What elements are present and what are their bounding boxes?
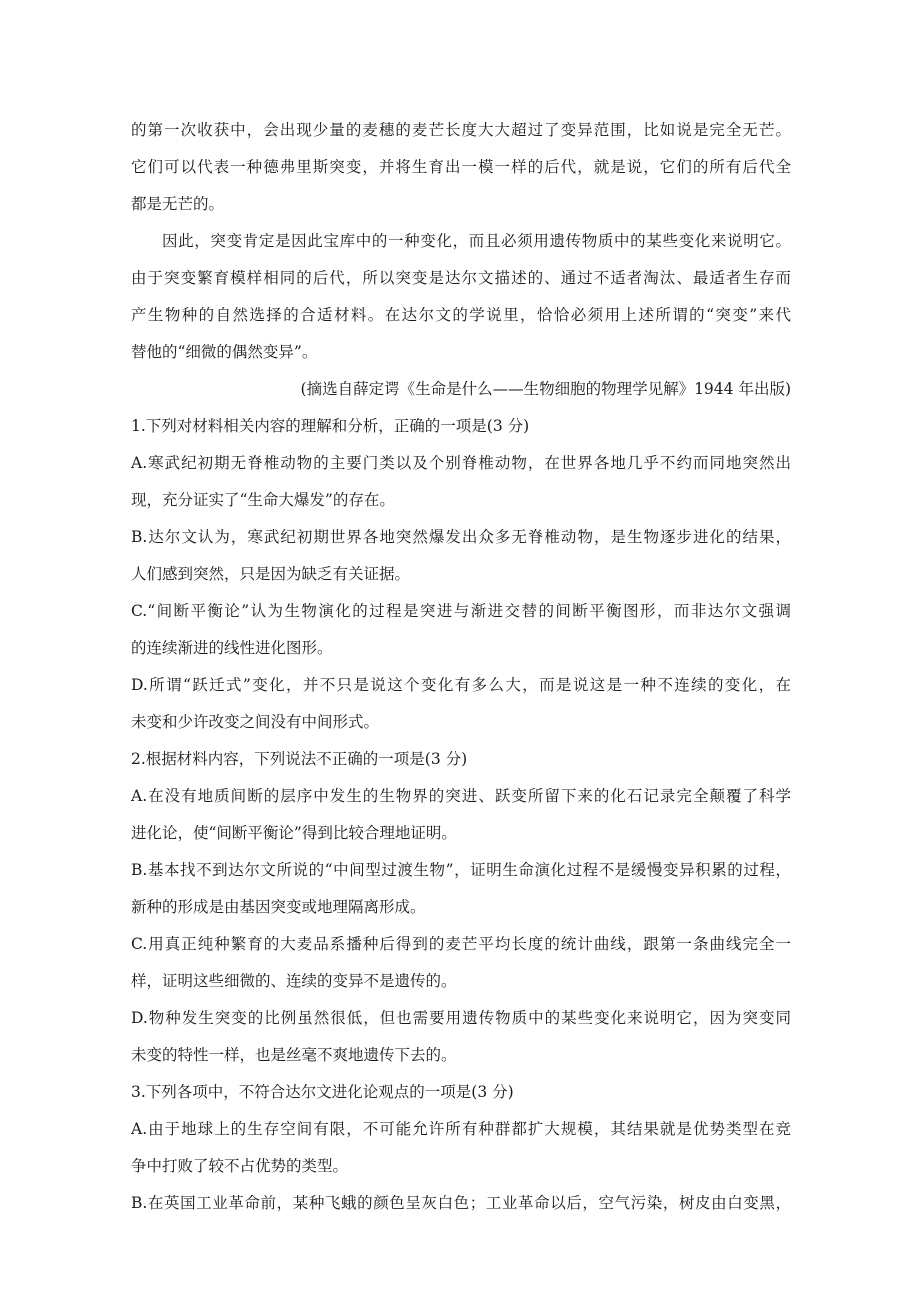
passage-paragraph-1 — [131, 112, 791, 223]
option-a — [131, 1111, 791, 1185]
text-line: 它们可以代表一种德弗里斯突变，并将生育出一模一样的后代，就是说，它们的所有后代全 — [131, 158, 791, 176]
option-line: 未变的特性一样，也是丝毫不爽地遗传下去的。 — [131, 1046, 457, 1064]
option-c — [131, 593, 791, 667]
text-line: 产生物种的自然选择的合适材料。在达尔文的学说里，恰恰必须用上述所谓的“突变”来代 — [131, 306, 791, 324]
text-line: 的第一次收获中，会出现少量的麦穗的麦芒长度大大超过了变异范围，比如说是完全无芒。 — [131, 121, 791, 139]
option-d — [131, 1000, 791, 1074]
option-d — [131, 667, 791, 741]
option-c — [131, 926, 791, 1000]
option-a — [131, 445, 791, 519]
passage-paragraph-2 — [131, 223, 791, 371]
option-line: D.物种发生突变的比例虽然很低，但也需要用遗传物质中的某些变化来说明它，因为突变同 — [131, 1009, 791, 1027]
option-line: D.所谓“跃迁式”变化，并不只是说这个变化有多么大，而是说这是一种不连续的变化，在 — [131, 676, 791, 694]
text-line: 由于突变繁育模样相同的后代，所以突变是达尔文描述的、通过不适者淘汰、最适者生存而 — [131, 269, 791, 287]
option-line: 进化论，使“间断平衡论”得到比较合理地证明。 — [131, 824, 457, 842]
option-b — [131, 519, 791, 593]
question-2 — [131, 741, 791, 1074]
option-line: 样，证明这些细微的、连续的变异不是遗传的。 — [131, 972, 457, 990]
option-line: 人们感到突然，只是因为缺乏有关证据。 — [131, 565, 411, 583]
text-line: 都是无芒的。 — [131, 195, 225, 213]
option-line: 争中打败了较不占优势的类型。 — [131, 1157, 349, 1175]
option-b — [131, 852, 791, 926]
option-line: 新种的形成是由基因突变或地理隔离形成。 — [131, 898, 426, 916]
option-line: 未变和少许改变之间没有中间形式。 — [131, 713, 380, 731]
document-page — [131, 112, 791, 1222]
question-stem: 3.下列各项中，不符合达尔文进化论观点的一项是(3 分) — [131, 1083, 514, 1101]
option-line: C.用真正纯种繁育的大麦品系播种后得到的麦芒平均长度的统计曲线，跟第一条曲线完全一 — [131, 935, 791, 953]
text-line: 替他的“细微的偶然变异”。 — [131, 343, 318, 361]
option-line: A.在没有地质间断的层序中发生的生物界的突进、跃变所留下来的化石记录完全颠覆了科学 — [131, 787, 791, 805]
question-stem: 1.下列对材料相关内容的理解和分析，正确的一项是(3 分) — [131, 417, 530, 435]
option-line: A.由于地球上的生存空间有限，不可能允许所有种群都扩大规模，其结果就是优势类型在竞 — [131, 1120, 791, 1138]
option-line: C.“间断平衡论”认为生物演化的过程是突进与渐进交替的间断平衡图形，而非达尔文强调 — [131, 602, 791, 620]
text-line: 因此，突变肯定是因此宝库中的一种变化，而且必须用遗传物质中的某些变化来说明它。 — [162, 232, 791, 250]
option-line: B.基本找不到达尔文所说的“中间型过渡生物”，证明生命演化过程不是缓慢变异积累的过程， — [131, 861, 791, 879]
option-b — [131, 1185, 791, 1222]
question-1 — [131, 408, 791, 741]
option-line: A.寒武纪初期无脊椎动物的主要门类以及个别脊椎动物，在世界各地几乎不约而同地突然出 — [131, 454, 791, 472]
option-line: B.在英国工业革命前，某种飞蛾的颜色呈灰白色；工业革命以后，空气污染，树皮由白变黑， — [131, 1194, 791, 1212]
option-line: B.达尔文认为，寒武纪初期世界各地突然爆发出众多无脊椎动物，是生物逐步进化的结果， — [131, 528, 791, 546]
question-stem: 2.根据材料内容，下列说法不正确的一项是(3 分) — [131, 750, 468, 768]
option-a — [131, 778, 791, 852]
option-line: 现，充分证实了“生命大爆发”的存在。 — [131, 491, 395, 509]
question-3 — [131, 1074, 791, 1222]
option-line: 的连续渐进的线性进化图形。 — [131, 639, 333, 657]
source-citation: (摘选自薛定谔《生命是什么——生物细胞的物理学见解》1944 年出版) — [300, 380, 791, 398]
